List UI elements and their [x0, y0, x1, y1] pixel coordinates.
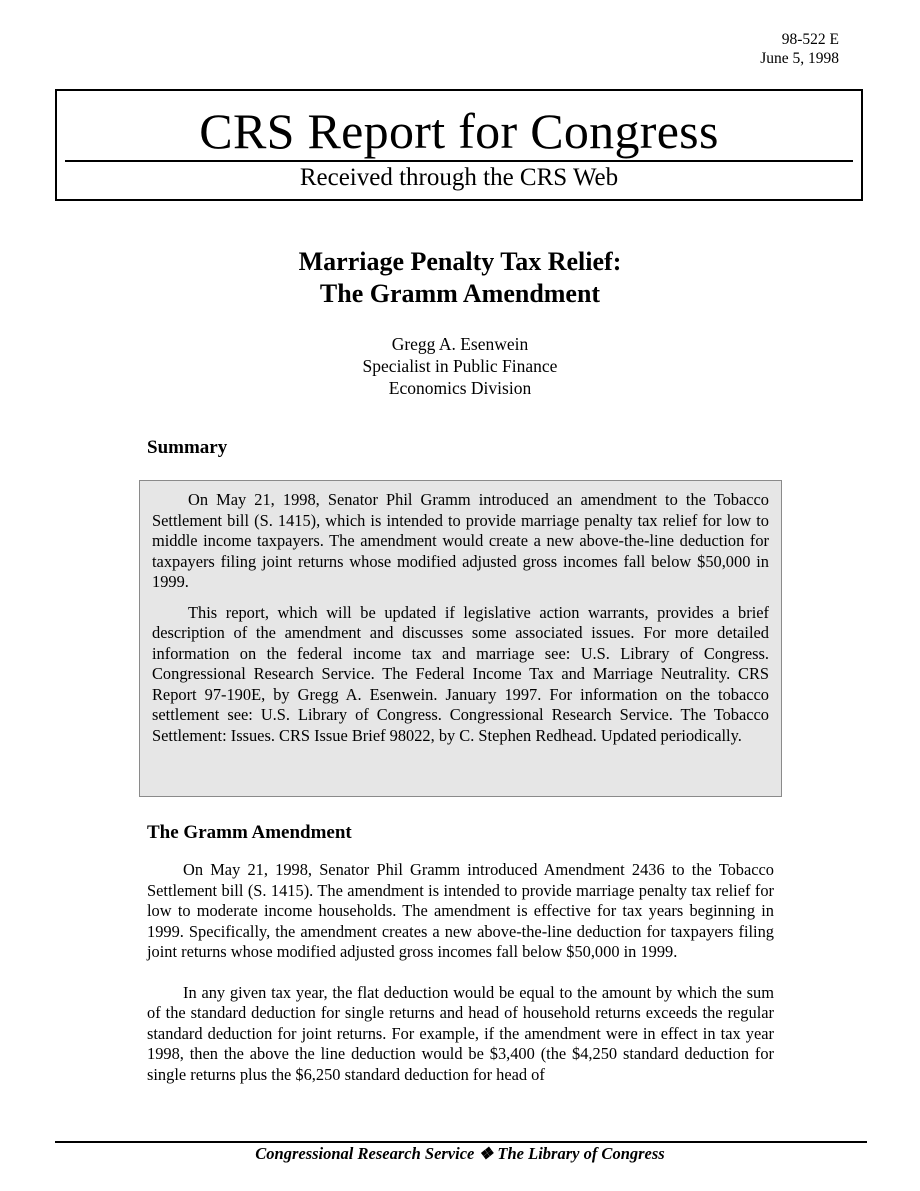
masthead-subtitle: Received through the CRS Web — [299, 164, 619, 191]
author-name: Gregg A. Esenwein — [391, 334, 529, 354]
author-division: Economics Division — [388, 378, 532, 398]
document-title-line2: The Gramm Amendment — [319, 279, 601, 308]
masthead-rule — [65, 160, 853, 162]
footer-text: Congressional Research Service ❖ The Library of Congress — [255, 1144, 665, 1163]
section-body — [147, 860, 774, 1085]
summary-box — [139, 480, 782, 797]
body-paragraph: On May 21, 1998, Senator Phil Gramm introduced Amendment 2436 to the Tobacco Settlement bill (S. 1415). The amendment is intended to provide marriage penalty tax relief for low to moderate income households. The amendment is effective for tax years beginning in 1999. Specifically, the amendment creates a new above-the-line deduction for taxpayers filing joint returns whose modified adjusted gross incomes fall below $50,000 in 1999. — [147, 860, 774, 961]
masthead-title: CRS Report for Congress — [199, 103, 719, 159]
document-title — [0, 246, 920, 310]
report-identifier — [760, 30, 839, 68]
author-block — [0, 333, 920, 399]
masthead — [55, 89, 863, 201]
summary-heading: Summary — [147, 437, 228, 458]
document-title-line1: Marriage Penalty Tax Relief: — [298, 247, 622, 276]
author-position: Specialist in Public Finance — [362, 356, 558, 376]
summary-paragraph: On May 21, 1998, Senator Phil Gramm introduced an amendment to the Tobacco Settlement bill (S. 1415), which is intended to provide marriage penalty tax relief for low to middle income taxpayers. The amendment would create a new above-the-line deduction for taxpayers filing joint returns whose modified adjusted gross incomes fall below $50,000 in 1999. — [152, 490, 769, 591]
body-paragraph: In any given tax year, the flat deduction would be equal to the amount by which the sum of the standard deduction for single returns and head of household returns exceeds the regular standard deduction for joint returns. For example, if the amendment were in effect in tax year 1998, then the above the line deduction would be $3,400 (the $4,250 standard deduction for single returns plus the $6,250 standard deduction for head of — [147, 982, 774, 1084]
section-heading: The Gramm Amendment — [147, 822, 352, 843]
footer-rule — [55, 1141, 867, 1143]
report-number: 98-522 E — [781, 31, 839, 48]
summary-paragraph: This report, which will be updated if legislative action warrants, provides a brief description of the amendment and discusses some associated issues. For more detailed information on the federal income tax and marriage see: U.S. Library of Congress. Congressional Research Service. The Federal Income Tax and Marriage Neutrality. CRS Report 97-190E, by Gregg A. Esenwein. January 1997. For information on the tobacco settlement see: U.S. Library of Congress. Congressional Research Service. The Tobacco Settlement: Issues. CRS Issue Brief 98022, by C. Stephen Redhead. Updated periodically. — [152, 602, 769, 745]
report-date: June 5, 1998 — [760, 50, 839, 67]
